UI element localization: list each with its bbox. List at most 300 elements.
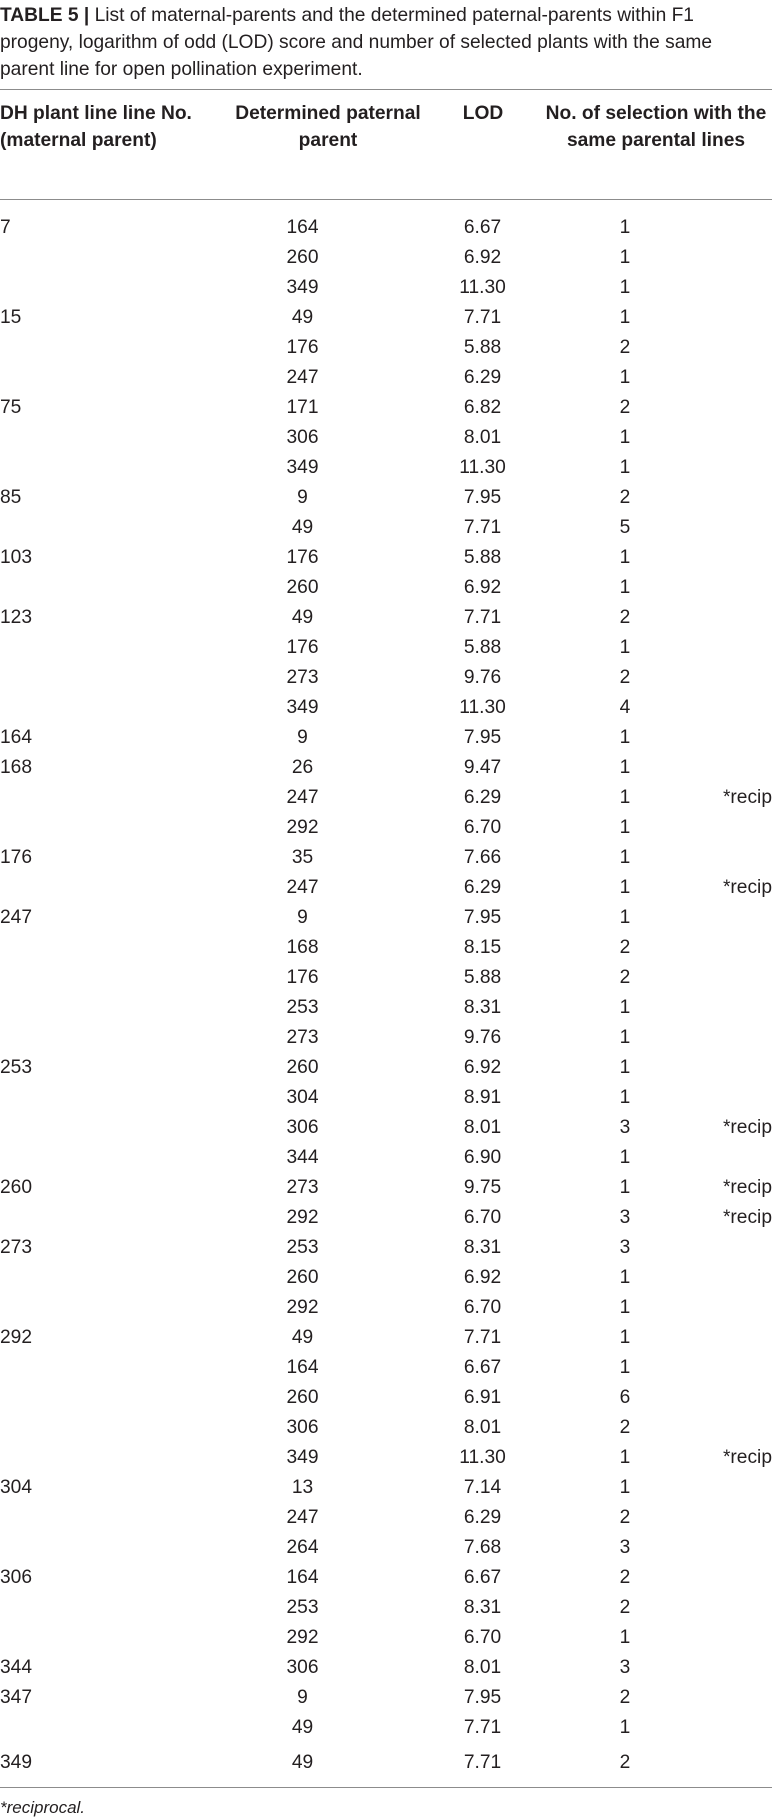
selection-count-cell: 1 xyxy=(619,1327,631,1348)
paternal-parent-cell: 247 xyxy=(286,877,319,898)
reciprocal-note-cell xyxy=(682,1263,772,1293)
lod-cell: 7.71 xyxy=(463,307,502,328)
selection-count-cell: 3 xyxy=(619,1117,631,1138)
reciprocal-note-cell: *recip xyxy=(722,1447,772,1468)
table-row xyxy=(0,1263,772,1293)
lod-cell: 5.88 xyxy=(463,637,502,658)
paternal-parent-cell: 176 xyxy=(286,637,319,658)
table-row xyxy=(0,1443,772,1473)
paternal-parent-cell: 273 xyxy=(286,1177,319,1198)
reciprocal-note-cell xyxy=(682,1563,772,1593)
table-row xyxy=(0,543,772,573)
paternal-parent-cell: 260 xyxy=(286,1387,319,1408)
maternal-parent-cell xyxy=(0,1263,120,1293)
maternal-parent-cell xyxy=(0,1443,120,1473)
maternal-parent-cell xyxy=(0,1113,120,1143)
maternal-parent-cell xyxy=(0,423,120,453)
lod-cell: 6.91 xyxy=(463,1387,502,1408)
table-row xyxy=(0,1748,772,1778)
table-top-rule xyxy=(0,89,772,90)
lod-cell: 7.71 xyxy=(463,1327,502,1348)
paternal-parent-cell: 9 xyxy=(297,907,308,928)
lod-cell: 6.67 xyxy=(463,217,502,238)
maternal-parent-cell xyxy=(0,1593,120,1623)
paternal-parent-cell: 176 xyxy=(286,967,319,988)
paternal-parent-cell: 349 xyxy=(286,697,319,718)
lod-cell: 8.01 xyxy=(463,1417,502,1438)
lod-cell: 9.75 xyxy=(463,1177,502,1198)
table-row xyxy=(0,723,772,753)
table-row xyxy=(0,603,772,633)
paternal-parent-cell: 273 xyxy=(286,1027,319,1048)
reciprocal-note-cell xyxy=(682,1323,772,1353)
table-row xyxy=(0,873,772,903)
selection-count-cell: 1 xyxy=(619,307,631,328)
selection-count-cell: 1 xyxy=(619,817,631,838)
paternal-parent-cell: 349 xyxy=(286,277,319,298)
maternal-parent-cell: 347 xyxy=(0,1687,33,1708)
lod-cell: 8.31 xyxy=(463,997,502,1018)
table-row xyxy=(0,933,772,963)
table-row xyxy=(0,1623,772,1653)
lod-cell: 8.31 xyxy=(463,1237,502,1258)
paternal-parent-cell: 264 xyxy=(286,1537,319,1558)
table-row xyxy=(0,663,772,693)
lod-cell: 6.29 xyxy=(463,367,502,388)
maternal-parent-cell xyxy=(0,453,120,483)
selection-count-cell: 1 xyxy=(619,217,631,238)
lod-cell: 8.91 xyxy=(463,1087,502,1108)
reciprocal-note-cell: *recip xyxy=(722,787,772,808)
paternal-parent-cell: 260 xyxy=(286,577,319,598)
table-row xyxy=(0,1083,772,1113)
reciprocal-note-cell xyxy=(682,1233,772,1263)
table-row xyxy=(0,453,772,483)
selection-count-cell: 1 xyxy=(619,277,631,298)
paternal-parent-cell: 306 xyxy=(286,1657,319,1678)
reciprocal-note-cell: *recip xyxy=(722,877,772,898)
maternal-parent-cell xyxy=(0,273,120,303)
lod-cell: 7.95 xyxy=(463,907,502,928)
table-caption-text: List of maternal-parents and the determined paternal-parents within F1 progeny, logarithm of odd (LOD) score and number of selected plants with the same parent line for open pollination experiment. xyxy=(0,5,713,80)
table-row xyxy=(0,813,772,843)
lod-cell: 6.70 xyxy=(463,817,502,838)
reciprocal-note-cell xyxy=(682,933,772,963)
maternal-parent-cell xyxy=(0,1503,120,1533)
maternal-parent-cell xyxy=(0,813,120,843)
reciprocal-note-cell xyxy=(682,453,772,483)
selection-count-cell: 2 xyxy=(619,1687,631,1708)
selection-count-cell: 1 xyxy=(619,367,631,388)
selection-count-cell: 1 xyxy=(619,1297,631,1318)
reciprocal-note-cell xyxy=(682,1473,772,1503)
paternal-parent-cell: 344 xyxy=(286,1147,319,1168)
selection-count-cell: 1 xyxy=(619,997,631,1018)
selection-count-cell: 1 xyxy=(619,787,631,808)
maternal-parent-cell: 273 xyxy=(0,1237,33,1258)
table-header-rule xyxy=(0,199,772,200)
lod-cell: 5.88 xyxy=(463,547,502,568)
table-row xyxy=(0,1473,772,1503)
lod-cell: 7.71 xyxy=(463,517,502,538)
maternal-parent-cell xyxy=(0,693,120,723)
table-row xyxy=(0,1713,772,1743)
table-row xyxy=(0,213,772,243)
selection-count-cell: 1 xyxy=(619,847,631,868)
table-row xyxy=(0,1383,772,1413)
lod-cell: 11.30 xyxy=(459,277,506,298)
maternal-parent-cell xyxy=(0,1143,120,1173)
lod-cell: 7.95 xyxy=(463,1687,502,1708)
lod-cell: 8.01 xyxy=(463,1657,502,1678)
lod-cell: 8.31 xyxy=(463,1597,502,1618)
reciprocal-note-cell xyxy=(682,1383,772,1413)
lod-cell: 6.70 xyxy=(463,1627,502,1648)
selection-count-cell: 2 xyxy=(619,937,631,958)
maternal-parent-cell xyxy=(0,1023,120,1053)
reciprocal-note-cell xyxy=(682,573,772,603)
maternal-parent-cell: 168 xyxy=(0,757,33,778)
maternal-parent-cell xyxy=(0,513,120,543)
table-row xyxy=(0,1593,772,1623)
table-row xyxy=(0,1503,772,1533)
selection-count-cell: 1 xyxy=(619,1477,631,1498)
selection-count-cell: 1 xyxy=(619,877,631,898)
table-row xyxy=(0,693,772,723)
selection-count-cell: 2 xyxy=(619,967,631,988)
maternal-parent-cell xyxy=(0,1413,120,1443)
selection-count-cell: 3 xyxy=(619,1207,631,1228)
reciprocal-note-cell xyxy=(682,963,772,993)
maternal-parent-cell: 260 xyxy=(0,1177,33,1198)
table-body xyxy=(0,213,772,1778)
reciprocal-note-cell xyxy=(682,1593,772,1623)
maternal-parent-cell: 15 xyxy=(0,307,22,328)
paternal-parent-cell: 253 xyxy=(286,1237,319,1258)
reciprocal-note-cell xyxy=(682,1353,772,1383)
reciprocal-note-cell xyxy=(682,1053,772,1083)
selection-count-cell: 2 xyxy=(619,1597,631,1618)
table-row xyxy=(0,1323,772,1353)
paternal-parent-cell: 49 xyxy=(291,307,314,328)
lod-cell: 7.71 xyxy=(463,607,502,628)
paternal-parent-cell: 35 xyxy=(291,847,314,868)
reciprocal-note-cell: *recip xyxy=(722,1207,772,1228)
reciprocal-note-cell xyxy=(682,693,772,723)
reciprocal-note-cell xyxy=(682,243,772,273)
selection-count-cell: 2 xyxy=(619,1507,631,1528)
reciprocal-note-cell xyxy=(682,993,772,1023)
reciprocal-note-cell xyxy=(682,633,772,663)
selection-count-cell: 3 xyxy=(619,1537,631,1558)
maternal-parent-cell xyxy=(0,783,120,813)
header-paternal-parent: Determined paternal parent xyxy=(235,103,421,151)
paternal-parent-cell: 247 xyxy=(286,1507,319,1528)
selection-count-cell: 1 xyxy=(619,757,631,778)
maternal-parent-cell: 176 xyxy=(0,847,33,868)
table-row xyxy=(0,903,772,933)
table-caption xyxy=(0,2,770,83)
table-row xyxy=(0,1173,772,1203)
selection-count-cell: 2 xyxy=(619,1567,631,1588)
selection-count-cell: 5 xyxy=(619,517,631,538)
lod-cell: 6.92 xyxy=(463,1267,502,1288)
table-row xyxy=(0,1413,772,1443)
reciprocal-note-cell xyxy=(682,903,772,933)
lod-cell: 5.88 xyxy=(463,967,502,988)
lod-cell: 8.01 xyxy=(463,1117,502,1138)
table-row xyxy=(0,1233,772,1263)
reciprocal-note-cell xyxy=(682,363,772,393)
table-row xyxy=(0,993,772,1023)
reciprocal-note-cell xyxy=(682,1683,772,1713)
paternal-parent-cell: 176 xyxy=(286,547,319,568)
lod-cell: 7.71 xyxy=(463,1717,502,1738)
maternal-parent-cell xyxy=(0,1203,120,1233)
reciprocal-note-cell xyxy=(682,1713,772,1743)
maternal-parent-cell: 75 xyxy=(0,397,22,418)
selection-count-cell: 1 xyxy=(619,1057,631,1078)
table-row xyxy=(0,1683,772,1713)
maternal-parent-cell xyxy=(0,633,120,663)
reciprocal-note-cell xyxy=(682,543,772,573)
lod-cell: 8.15 xyxy=(463,937,502,958)
paternal-parent-cell: 292 xyxy=(286,817,319,838)
selection-count-cell: 1 xyxy=(619,577,631,598)
maternal-parent-cell: 344 xyxy=(0,1657,33,1678)
lod-cell: 11.30 xyxy=(459,457,506,478)
selection-count-cell: 2 xyxy=(619,1417,631,1438)
lod-cell: 6.67 xyxy=(463,1567,502,1588)
reciprocal-note-cell: *recip xyxy=(722,1117,772,1138)
paternal-parent-cell: 306 xyxy=(286,1417,319,1438)
selection-count-cell: 2 xyxy=(619,397,631,418)
selection-count-cell: 2 xyxy=(619,1752,631,1773)
table-row xyxy=(0,963,772,993)
paternal-parent-cell: 260 xyxy=(286,1057,319,1078)
reciprocal-note-cell xyxy=(682,303,772,333)
selection-count-cell: 1 xyxy=(619,1267,631,1288)
maternal-parent-cell xyxy=(0,363,120,393)
maternal-parent-cell xyxy=(0,333,120,363)
header-lod: LOD xyxy=(462,103,504,124)
lod-cell: 6.29 xyxy=(463,787,502,808)
paternal-parent-cell: 9 xyxy=(297,727,308,748)
lod-cell: 7.95 xyxy=(463,727,502,748)
selection-count-cell: 1 xyxy=(619,457,631,478)
selection-count-cell: 3 xyxy=(619,1237,631,1258)
lod-cell: 6.29 xyxy=(463,1507,502,1528)
selection-count-cell: 2 xyxy=(619,487,631,508)
paternal-parent-cell: 349 xyxy=(286,1447,319,1468)
table-row xyxy=(0,783,772,813)
reciprocal-note-cell xyxy=(682,1533,772,1563)
header-maternal-parent: DH plant line line No.(maternal parent) xyxy=(0,103,192,151)
table-row xyxy=(0,363,772,393)
maternal-parent-cell: 292 xyxy=(0,1327,33,1348)
reciprocal-note-cell xyxy=(682,393,772,423)
maternal-parent-cell xyxy=(0,1713,120,1743)
reciprocal-note-cell xyxy=(682,423,772,453)
selection-count-cell: 1 xyxy=(619,1717,631,1738)
reciprocal-note-cell xyxy=(682,1293,772,1323)
selection-count-cell: 1 xyxy=(619,1177,631,1198)
table-row xyxy=(0,513,772,543)
paternal-parent-cell: 26 xyxy=(291,757,314,778)
table-row xyxy=(0,333,772,363)
reciprocal-note-cell xyxy=(682,753,772,783)
selection-count-cell: 2 xyxy=(619,607,631,628)
table-row xyxy=(0,303,772,333)
table-row xyxy=(0,1143,772,1173)
reciprocal-note-cell xyxy=(682,1653,772,1683)
maternal-parent-cell xyxy=(0,573,120,603)
paternal-parent-cell: 176 xyxy=(286,337,319,358)
reciprocal-note-cell xyxy=(682,603,772,633)
paternal-parent-cell: 292 xyxy=(286,1627,319,1648)
selection-count-cell: 6 xyxy=(619,1387,631,1408)
selection-count-cell: 1 xyxy=(619,1627,631,1648)
maternal-parent-cell: 85 xyxy=(0,487,22,508)
reciprocal-note-cell xyxy=(682,663,772,693)
paternal-parent-cell: 164 xyxy=(286,1567,319,1588)
table-label: TABLE 5 | xyxy=(0,5,90,26)
lod-cell: 7.95 xyxy=(463,487,502,508)
paternal-parent-cell: 171 xyxy=(286,397,319,418)
reciprocal-note-cell xyxy=(682,1748,772,1778)
table-row xyxy=(0,1023,772,1053)
selection-count-cell: 1 xyxy=(619,247,631,268)
paternal-parent-cell: 260 xyxy=(286,1267,319,1288)
paternal-parent-cell: 49 xyxy=(291,1327,314,1348)
reciprocal-note-cell xyxy=(682,273,772,303)
paternal-parent-cell: 306 xyxy=(286,1117,319,1138)
reciprocal-note-cell xyxy=(682,1623,772,1653)
reciprocal-note-cell xyxy=(682,813,772,843)
paternal-parent-cell: 49 xyxy=(291,1717,314,1738)
maternal-parent-cell xyxy=(0,1293,120,1323)
paternal-parent-cell: 9 xyxy=(297,1687,308,1708)
lod-cell: 5.88 xyxy=(463,337,502,358)
maternal-parent-cell xyxy=(0,243,120,273)
paternal-parent-cell: 247 xyxy=(286,367,319,388)
lod-cell: 6.70 xyxy=(463,1297,502,1318)
header-selection-count: No. of selection with the same parental lines xyxy=(545,103,767,151)
paternal-parent-cell: 253 xyxy=(286,997,319,1018)
table-row xyxy=(0,633,772,663)
lod-cell: 8.01 xyxy=(463,427,502,448)
paternal-parent-cell: 304 xyxy=(286,1087,319,1108)
paternal-parent-cell: 164 xyxy=(286,1357,319,1378)
table-row xyxy=(0,243,772,273)
lod-cell: 6.67 xyxy=(463,1357,502,1378)
lod-cell: 7.66 xyxy=(463,847,502,868)
reciprocal-note-cell xyxy=(682,1143,772,1173)
paternal-parent-cell: 292 xyxy=(286,1297,319,1318)
maternal-parent-cell: 7 xyxy=(0,217,11,238)
lod-cell: 9.76 xyxy=(463,1027,502,1048)
selection-count-cell: 1 xyxy=(619,1147,631,1168)
reciprocal-note-cell xyxy=(682,1503,772,1533)
lod-cell: 9.47 xyxy=(463,757,502,778)
selection-count-cell: 4 xyxy=(619,697,631,718)
lod-cell: 11.30 xyxy=(459,1447,506,1468)
table-row xyxy=(0,843,772,873)
reciprocal-note-cell: *recip xyxy=(722,1177,772,1198)
table-row xyxy=(0,753,772,783)
maternal-parent-cell: 304 xyxy=(0,1477,33,1498)
lod-cell: 6.90 xyxy=(463,1147,502,1168)
maternal-parent-cell xyxy=(0,1623,120,1653)
selection-count-cell: 2 xyxy=(619,337,631,358)
maternal-parent-cell: 103 xyxy=(0,547,33,568)
paternal-parent-cell: 260 xyxy=(286,247,319,268)
reciprocal-note-cell xyxy=(682,513,772,543)
reciprocal-note-cell xyxy=(682,213,772,243)
selection-count-cell: 1 xyxy=(619,547,631,568)
reciprocal-note-cell xyxy=(682,723,772,753)
reciprocal-note-cell xyxy=(682,1023,772,1053)
maternal-parent-cell: 349 xyxy=(0,1752,33,1773)
table-row xyxy=(0,1353,772,1383)
lod-cell: 7.71 xyxy=(463,1752,502,1773)
paternal-parent-cell: 164 xyxy=(286,217,319,238)
lod-cell: 6.92 xyxy=(463,247,502,268)
maternal-parent-cell xyxy=(0,1353,120,1383)
maternal-parent-cell xyxy=(0,1383,120,1413)
reciprocal-note-cell xyxy=(682,843,772,873)
selection-count-cell: 1 xyxy=(619,1027,631,1048)
reciprocal-note-cell xyxy=(682,1413,772,1443)
table-footnote: *reciprocal. xyxy=(0,1798,86,1817)
table-row xyxy=(0,1533,772,1563)
maternal-parent-cell xyxy=(0,963,120,993)
maternal-parent-cell: 253 xyxy=(0,1057,33,1078)
selection-count-cell: 1 xyxy=(619,1447,631,1468)
paternal-parent-cell: 168 xyxy=(286,937,319,958)
selection-count-cell: 1 xyxy=(619,1087,631,1108)
table-bottom-rule xyxy=(0,1787,772,1788)
table-row xyxy=(0,573,772,603)
table-row xyxy=(0,483,772,513)
paternal-parent-cell: 253 xyxy=(286,1597,319,1618)
lod-cell: 6.29 xyxy=(463,877,502,898)
maternal-parent-cell: 247 xyxy=(0,907,33,928)
maternal-parent-cell: 123 xyxy=(0,607,33,628)
maternal-parent-cell xyxy=(0,933,120,963)
lod-cell: 11.30 xyxy=(459,697,506,718)
table-row xyxy=(0,1113,772,1143)
paternal-parent-cell: 49 xyxy=(291,517,314,538)
reciprocal-note-cell xyxy=(682,483,772,513)
lod-cell: 9.76 xyxy=(463,667,502,688)
reciprocal-note-cell xyxy=(682,1083,772,1113)
maternal-parent-cell: 164 xyxy=(0,727,33,748)
table-row xyxy=(0,423,772,453)
table-row xyxy=(0,1053,772,1083)
table-row xyxy=(0,273,772,303)
paternal-parent-cell: 292 xyxy=(286,1207,319,1228)
paternal-parent-cell: 9 xyxy=(297,487,308,508)
paternal-parent-cell: 273 xyxy=(286,667,319,688)
lod-cell: 6.92 xyxy=(463,577,502,598)
paternal-parent-cell: 13 xyxy=(291,1477,314,1498)
table-row xyxy=(0,393,772,423)
lod-cell: 6.70 xyxy=(463,1207,502,1228)
lod-cell: 7.14 xyxy=(463,1477,502,1498)
paternal-parent-cell: 349 xyxy=(286,457,319,478)
selection-count-cell: 1 xyxy=(619,637,631,658)
